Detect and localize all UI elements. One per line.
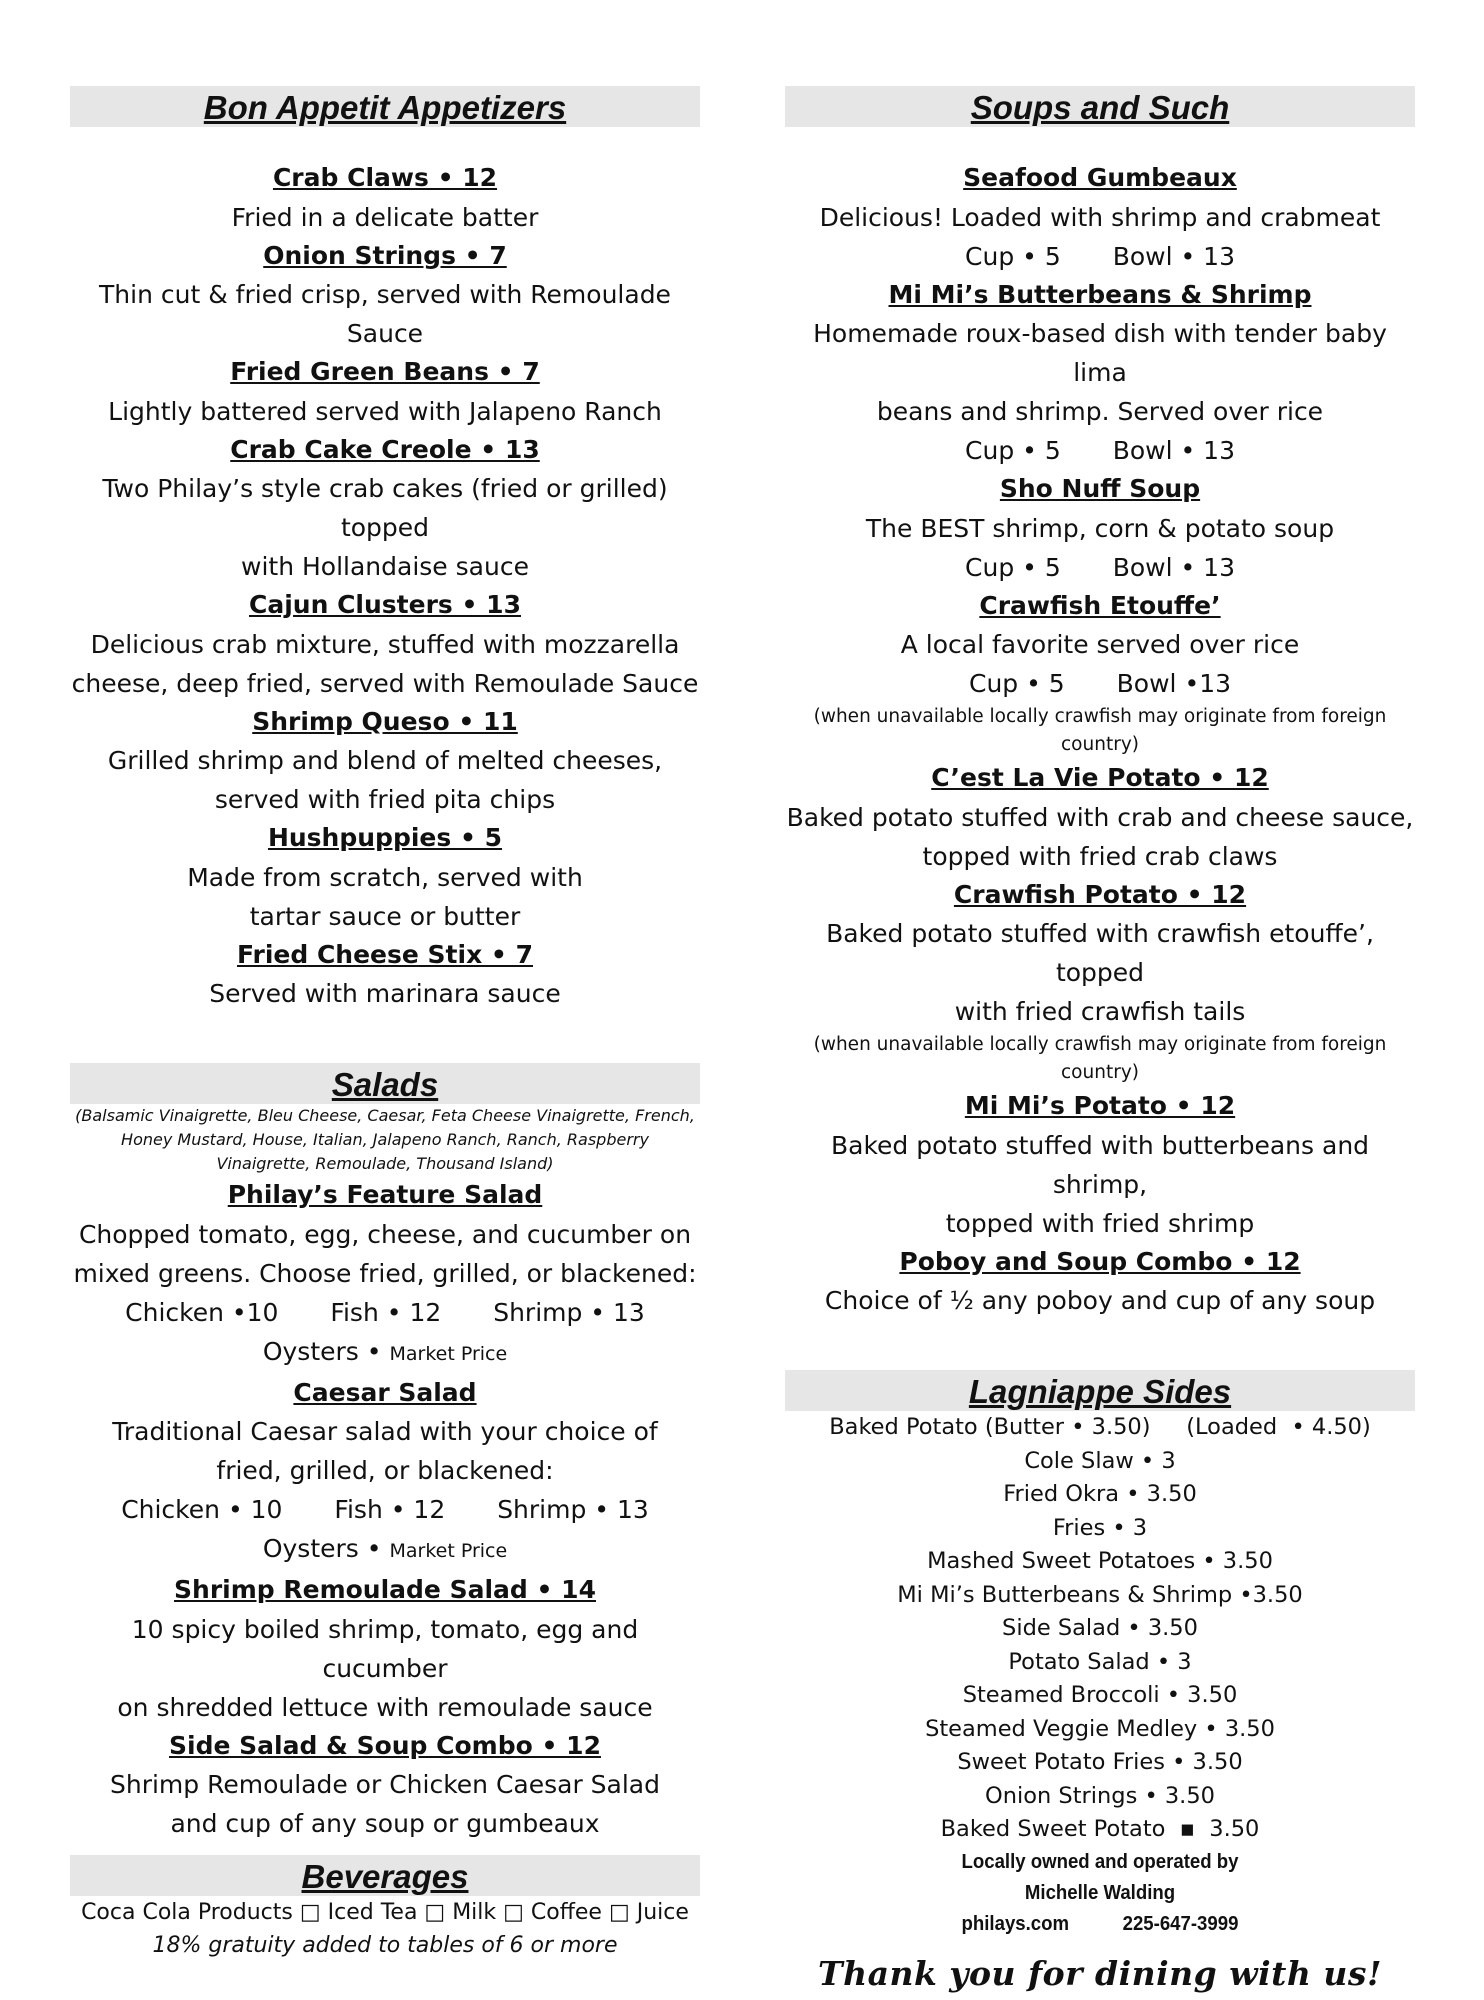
menu-item-desc: on shredded lettuce with remoulade sauce — [117, 1692, 653, 1722]
menu-item-title: Shrimp Remoulade Salad • 14 — [174, 1575, 596, 1604]
oysters-label: Oysters • — [262, 1336, 382, 1366]
menu-item-desc: with fried crawfish tails — [954, 997, 1246, 1026]
sides-list — [785, 1411, 1415, 1847]
market-price: Market Price — [389, 1342, 508, 1365]
side-item: Mashed Sweet Potatoes • 3.50 — [927, 1548, 1273, 1574]
appetizers-header: Bon Appetit Appetizers — [70, 86, 700, 127]
menu-item-title: Caesar Salad — [293, 1377, 477, 1407]
beverages-list: Coca Cola Products □ Iced Tea □ Milk □ Coffee □ Juice — [81, 1900, 689, 1925]
menu-item-desc: Served with marinara sauce — [209, 979, 561, 1008]
sides-header: Lagniappe Sides — [785, 1370, 1415, 1411]
menu-item-title: Fried Cheese Stix • 7 — [237, 939, 533, 969]
price-shrimp: Shrimp • 13 — [493, 1297, 645, 1327]
menu-item-desc: Baked potato stuffed with butterbeans and shrimp, — [830, 1130, 1370, 1199]
menu-item-desc: 10 spicy boiled shrimp, tomato, egg and cucumber — [131, 1614, 639, 1683]
menu-item-desc: beans and shrimp. Served over rice — [876, 397, 1324, 426]
side-item: Baked Sweet Potato ▪ 3.50 — [940, 1816, 1260, 1842]
menu-item-desc: fried, grilled, or blackened: — [216, 1456, 554, 1485]
oysters-row — [70, 1529, 700, 1571]
side-item: Side Salad • 3.50 — [1002, 1615, 1198, 1641]
left-column — [70, 86, 700, 1962]
menu-item-desc: Fried in a delicate batter — [231, 202, 539, 232]
cup-price: Cup • 5 — [965, 241, 1061, 271]
right-column — [785, 86, 1415, 2000]
menu-item-desc: mixed greens. Choose fried, grilled, or blackened: — [73, 1258, 697, 1288]
menu-item-title: Seafood Gumbeaux — [963, 163, 1237, 192]
side-item: Fries • 3 — [1052, 1514, 1148, 1541]
price-chicken: Chicken • 10 — [121, 1495, 283, 1524]
menu-item-title: Crawfish Potato • 12 — [953, 879, 1247, 909]
dressings-note: (Balsamic Vinaigrette, Bleu Cheese, Caesar, Feta Cheese Vinaigrette, French, Honey Mustard, House, Italian, Jalapeno Ranch, Ranch, Raspberry Vinaigrette, Remoulade, Thousand Island) — [75, 1106, 695, 1173]
bowl-price: Bowl • 13 — [1112, 436, 1235, 465]
menu-item-title: Shrimp Queso • 11 — [252, 706, 518, 736]
menu-item-title: Mi Mi’s Butterbeans & Shrimp — [888, 279, 1312, 309]
price-row — [785, 548, 1415, 587]
menu-item-desc: Baked potato stuffed with crawfish etouffe’, topped — [826, 919, 1374, 987]
crawfish-note: (when unavailable locally crawfish may originate from foreign country) — [813, 1034, 1387, 1083]
menu-item-desc: Chopped tomato, egg, cheese, and cucumber on — [78, 1219, 692, 1249]
menu-item-desc: served with fried pita chips — [214, 785, 556, 814]
thank-you-message: Thank you for dining with us! — [818, 1953, 1382, 1993]
price-row — [70, 1293, 700, 1332]
menu-item-desc: Two Philay’s style crab cakes (fried or grilled) topped — [102, 474, 668, 542]
menu-item-desc: with Hollandaise sauce — [241, 552, 529, 581]
oysters-row — [70, 1332, 700, 1374]
menu-item-desc: cheese, deep fried, served with Remoulade Sauce — [71, 668, 699, 698]
side-item: Sweet Potato Fries • 3.50 — [957, 1749, 1243, 1775]
gratuity-note: 18% gratuity added to tables of 6 or more — [152, 1933, 618, 1958]
side-item: Mi Mi’s Butterbeans & Shrimp •3.50 — [897, 1581, 1303, 1608]
menu-item-desc: The BEST shrimp, corn & potato soup — [865, 513, 1335, 543]
side-item: Potato Salad • 3 — [1008, 1648, 1192, 1675]
price-shrimp: Shrimp • 13 — [497, 1495, 649, 1524]
menu-item-title: Mi Mi’s Potato • 12 — [964, 1091, 1236, 1120]
cup-price: Cup • 5 — [965, 552, 1061, 582]
website-link[interactable]: philays.com — [961, 1912, 1070, 1935]
side-item: Cole Slaw • 3 — [1024, 1447, 1176, 1474]
market-price: Market Price — [389, 1540, 508, 1562]
bowl-price: Bowl •13 — [1116, 669, 1231, 698]
side-item: Steamed Veggie Medley • 3.50 — [925, 1715, 1275, 1742]
salads-header: Salads — [70, 1063, 700, 1104]
menu-item-desc: tartar sauce or butter — [249, 901, 521, 931]
menu-item-desc: A local favorite served over rice — [900, 630, 1300, 659]
menu-item-desc: Shrimp Remoulade or Chicken Caesar Salad — [109, 1770, 660, 1799]
contact-row — [807, 1909, 1393, 1940]
price-row — [785, 431, 1415, 470]
menu-item-title: Crab Claws • 12 — [272, 163, 498, 192]
menu-item-title: Sho Nuff Soup — [999, 474, 1201, 503]
crawfish-note: (when unavailable locally crawfish may originate from foreign country) — [813, 706, 1387, 755]
beverages-header: Beverages — [70, 1855, 700, 1896]
menu-item-title: Poboy and Soup Combo • 12 — [899, 1246, 1301, 1276]
owner-line: Locally owned and operated by — [961, 1850, 1239, 1873]
oysters-label: Oysters • — [262, 1534, 382, 1563]
side-item: Onion Strings • 3.50 — [985, 1782, 1215, 1809]
menu-item-title: Fried Green Beans • 7 — [230, 357, 540, 386]
menu-item-desc: Delicious crab mixture, stuffed with mozzarella — [90, 629, 680, 659]
menu-item-desc: Lightly battered served with Jalapeno Ranch — [108, 396, 662, 426]
owner-name: Michelle Walding — [1024, 1881, 1176, 1904]
menu-item-title: Crawfish Etouffe’ — [979, 590, 1221, 620]
menu-item-desc: Grilled shrimp and blend of melted cheeses, — [107, 746, 663, 775]
price-row — [785, 237, 1415, 276]
menu-item-title: Philay’s Feature Salad — [227, 1180, 543, 1209]
menu-item-desc: Made from scratch, served with — [187, 862, 583, 892]
side-item: Baked Potato (Butter • 3.50) (Loaded • 4.50) — [829, 1414, 1371, 1440]
cup-price: Cup • 5 — [968, 669, 1065, 698]
menu-item-desc: topped with fried crab claws — [922, 841, 1278, 871]
menu-item-title: Hushpuppies • 5 — [267, 823, 503, 852]
side-item: Fried Okra • 3.50 — [1003, 1481, 1197, 1507]
phone-number: 225-647-3999 — [1122, 1912, 1239, 1935]
price-fish: Fish • 12 — [330, 1297, 442, 1327]
menu-item-desc: Choice of ½ any poboy and cup of any soup — [824, 1286, 1376, 1315]
side-item: Steamed Broccoli • 3.50 — [962, 1682, 1238, 1708]
menu-item-title: Onion Strings • 7 — [263, 240, 507, 270]
menu-item-desc: and cup of any soup or gumbeaux — [170, 1809, 600, 1838]
menu-item-desc: Baked potato stuffed with crab and cheese sauce, — [786, 802, 1414, 832]
menu-item-title: Crab Cake Creole • 13 — [230, 434, 540, 464]
menu-item-desc: Thin cut & fried crisp, served with Remoulade Sauce — [99, 280, 671, 348]
price-row — [785, 664, 1415, 703]
menu-item-title: Side Salad & Soup Combo • 12 — [169, 1730, 601, 1760]
menu-item-desc: Traditional Caesar salad with your choice of — [112, 1417, 658, 1446]
menu-item-title: C’est La Vie Potato • 12 — [931, 763, 1269, 792]
bowl-price: Bowl • 13 — [1112, 241, 1235, 271]
menu-item-title: Cajun Clusters • 13 — [249, 590, 521, 619]
menu-item-desc: topped with fried shrimp — [945, 1208, 1255, 1238]
price-row — [70, 1490, 700, 1529]
menu-item-desc: Homemade roux-based dish with tender baby lima — [813, 319, 1387, 387]
menu-item-desc: Delicious! Loaded with shrimp and crabmeat — [819, 202, 1381, 232]
cup-price: Cup • 5 — [965, 436, 1061, 465]
bowl-price: Bowl • 13 — [1112, 552, 1235, 582]
soups-header: Soups and Such — [785, 86, 1415, 127]
price-fish: Fish • 12 — [334, 1495, 446, 1524]
price-chicken: Chicken •10 — [125, 1297, 279, 1327]
